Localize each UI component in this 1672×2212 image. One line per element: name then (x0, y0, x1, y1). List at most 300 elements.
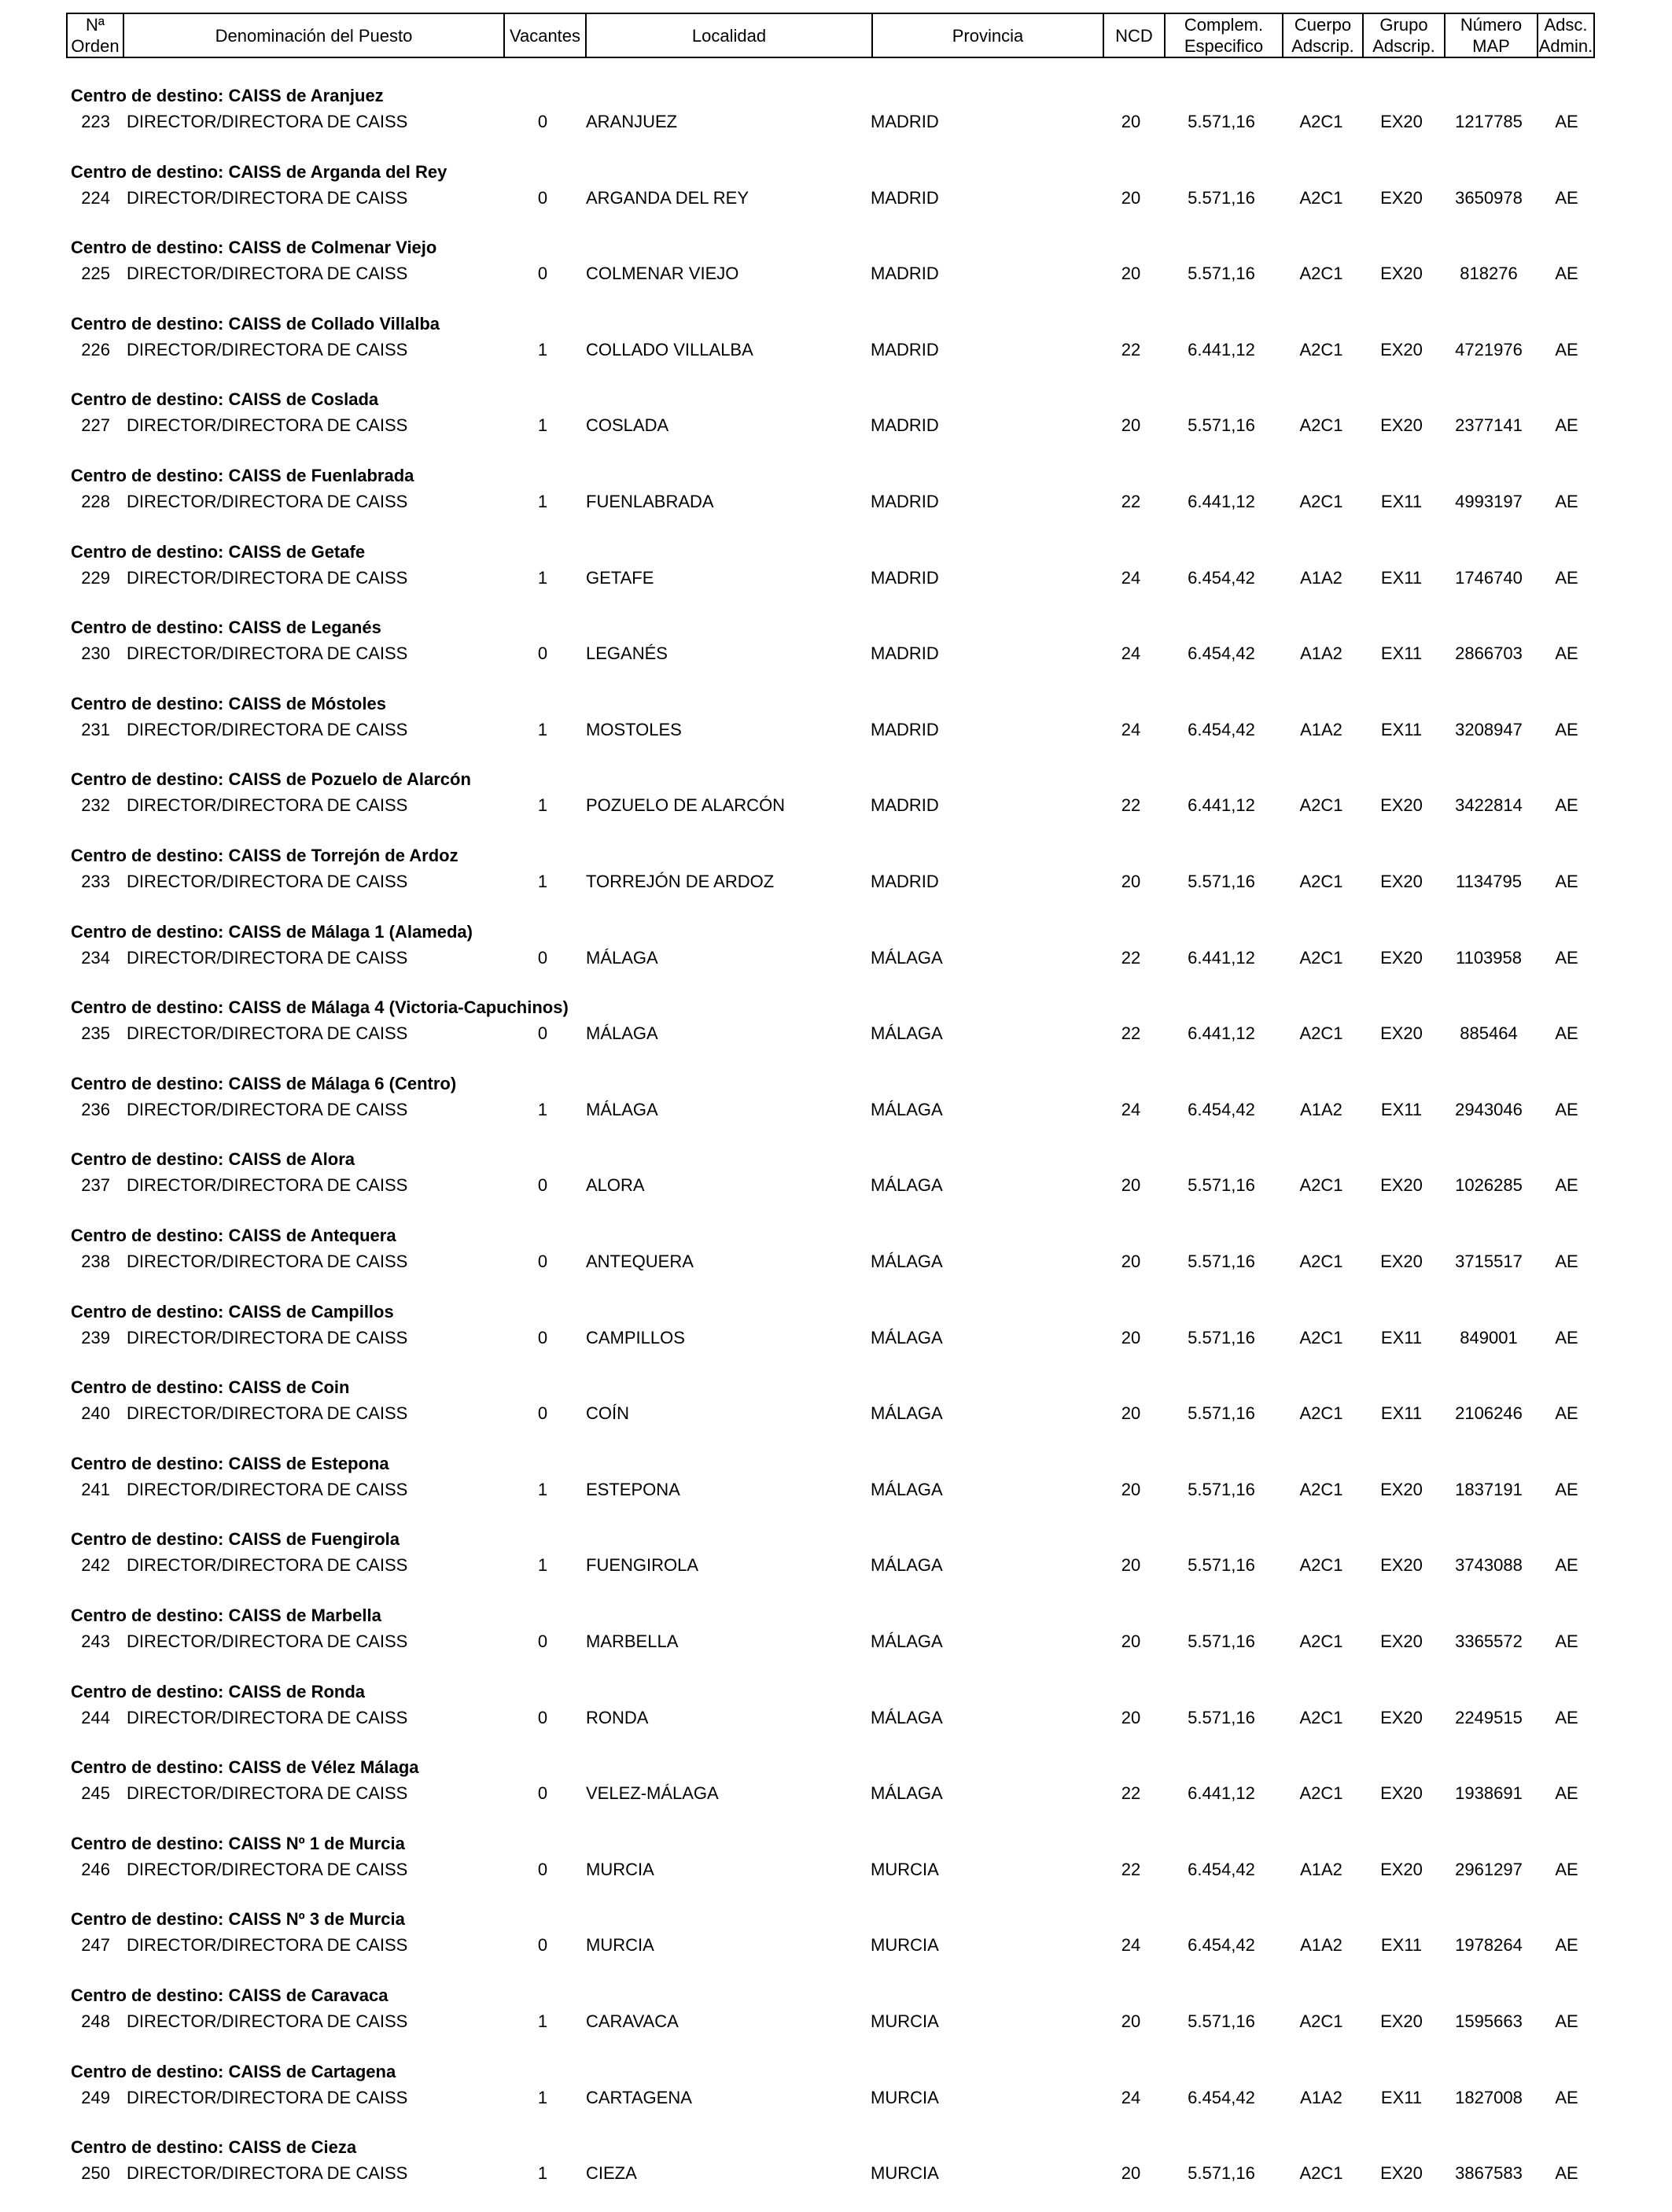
puesto-name: DIRECTOR/DIRECTORA DE CAISS (127, 1328, 408, 1347)
vacantes-count: 0 (537, 1403, 548, 1423)
vacantes-count: 0 (537, 1023, 548, 1043)
puesto-name: DIRECTOR/DIRECTORA DE CAISS (127, 415, 408, 435)
centro-destino-title: Centro de destino: CAISS de Antequera (71, 1226, 396, 1245)
complemento-especifico: 5.571,16 (1188, 1708, 1255, 1727)
numero-map: 849001 (1460, 1328, 1518, 1347)
puesto-name: DIRECTOR/DIRECTORA DE CAISS (127, 720, 408, 739)
ncd-level: 22 (1121, 1023, 1141, 1043)
vacantes-count: 0 (537, 1328, 548, 1347)
localidad-name: MÁLAGA (586, 1023, 658, 1043)
complemento-especifico: 6.441,12 (1188, 795, 1255, 815)
provincia-name: MÁLAGA (871, 1252, 943, 1271)
ncd-level: 20 (1121, 1252, 1141, 1271)
adscripcion-admin: AE (1555, 112, 1578, 131)
centro-destino-title: Centro de destino: CAISS de Ronda (71, 1682, 366, 1701)
orden-number: 234 (81, 948, 110, 968)
ncd-level: 24 (1121, 2088, 1141, 2107)
adscripcion-admin: AE (1555, 492, 1578, 511)
centro-destino-title: Centro de destino: CAISS de Málaga 4 (Victoria-Capuchinos) (71, 997, 569, 1017)
puesto-name: DIRECTOR/DIRECTORA DE CAISS (127, 2163, 408, 2183)
adscripcion-admin: AE (1555, 2088, 1578, 2107)
puesto-name: DIRECTOR/DIRECTORA DE CAISS (127, 795, 408, 815)
table-row (0, 1908, 1672, 1984)
puesto-row (0, 642, 1672, 665)
localidad-name: MÁLAGA (586, 948, 658, 968)
table-row (0, 769, 1672, 844)
vacantes-count: 1 (537, 2088, 548, 2107)
centro-destino-title: Centro de destino: CAISS de Coin (71, 1377, 350, 1397)
cuerpo-adscripcion: A2C1 (1299, 415, 1343, 435)
orden-number: 229 (81, 568, 110, 588)
provincia-name: MÁLAGA (871, 948, 943, 968)
table-row (0, 1073, 1672, 1148)
ncd-level: 20 (1121, 415, 1141, 435)
puesto-row (0, 718, 1672, 742)
complemento-especifico: 6.454,42 (1188, 643, 1255, 663)
numero-map: 1827008 (1455, 2088, 1523, 2107)
grupo-adscripcion: EX11 (1380, 643, 1423, 663)
table-row (0, 541, 1672, 617)
complemento-especifico: 6.454,42 (1188, 1935, 1255, 1955)
complemento-especifico: 5.571,16 (1188, 1403, 1255, 1423)
centro-destino-title: Centro de destino: CAISS de Pozuelo de Alarcón (71, 769, 471, 789)
centro-destino-title: Centro de destino: CAISS de Torrejón de Ardoz (71, 846, 459, 865)
complemento-especifico: 6.441,12 (1188, 1023, 1255, 1043)
localidad-name: ESTEPONA (586, 1480, 680, 1499)
vacantes-count: 0 (537, 112, 548, 131)
provincia-name: MÁLAGA (871, 1175, 943, 1195)
puesto-name: DIRECTOR/DIRECTORA DE CAISS (127, 1555, 408, 1575)
puesto-name: DIRECTOR/DIRECTORA DE CAISS (127, 492, 408, 511)
numero-map: 2866703 (1455, 643, 1523, 663)
numero-map: 3715517 (1455, 1252, 1523, 1271)
ncd-level: 20 (1121, 264, 1141, 283)
numero-map: 1746740 (1455, 568, 1523, 588)
adscripcion-admin: AE (1555, 1783, 1578, 1803)
adscripcion-admin: AE (1555, 1328, 1578, 1347)
grupo-adscripcion: EX20 (1380, 2163, 1423, 2183)
centro-destino-title: Centro de destino: CAISS de Vélez Málaga (71, 1757, 419, 1777)
complemento-especifico: 5.571,16 (1188, 1555, 1255, 1575)
table-row (0, 1833, 1672, 1908)
grupo-adscripcion: EX11 (1380, 1328, 1423, 1347)
table-row (0, 389, 1672, 464)
centro-destino-title: Centro de destino: CAISS de Coslada (71, 389, 379, 409)
orden-number: 246 (81, 1860, 110, 1879)
ncd-level: 20 (1121, 1555, 1141, 1575)
table-row (0, 1148, 1672, 1224)
centro-destino-title: Centro de destino: CAISS de Colmenar Viejo (71, 238, 437, 257)
localidad-name: ALORA (586, 1175, 645, 1195)
centro-destino-title: Centro de destino: CAISS de Málaga 1 (Alameda) (71, 922, 473, 942)
localidad-name: ARANJUEZ (586, 112, 678, 131)
header-orden: Nª Orden (68, 14, 124, 57)
adscripcion-admin: AE (1555, 1252, 1578, 1271)
header-adsc: Adsc. Admin. (1538, 15, 1593, 56)
grupo-adscripcion: EX20 (1380, 795, 1423, 815)
table-row (0, 997, 1672, 1072)
grupo-adscripcion: EX11 (1380, 1935, 1423, 1955)
localidad-name: MARBELLA (586, 1631, 679, 1651)
centro-destino-title: Centro de destino: CAISS de Campillos (71, 1302, 394, 1322)
complemento-especifico: 6.454,42 (1188, 720, 1255, 739)
cuerpo-adscripcion: A1A2 (1300, 643, 1342, 663)
ncd-level: 22 (1121, 1783, 1141, 1803)
puesto-name: DIRECTOR/DIRECTORA DE CAISS (127, 872, 408, 891)
puesto-name: DIRECTOR/DIRECTORA DE CAISS (127, 2011, 408, 2031)
adscripcion-admin: AE (1555, 568, 1578, 588)
table-row (0, 1757, 1672, 1832)
orden-number: 232 (81, 795, 110, 815)
centro-destino-title: Centro de destino: CAISS de Arganda del Rey (71, 162, 447, 182)
grupo-adscripcion: EX20 (1380, 1480, 1423, 1499)
numero-map: 2961297 (1455, 1860, 1523, 1879)
table-row (0, 237, 1672, 312)
puesto-row (0, 1554, 1672, 1577)
complemento-especifico: 5.571,16 (1188, 2011, 1255, 2031)
ncd-level: 24 (1121, 568, 1141, 588)
puesto-name: DIRECTOR/DIRECTORA DE CAISS (127, 568, 408, 588)
provincia-name: MADRID (871, 720, 939, 739)
grupo-adscripcion: EX11 (1380, 2088, 1423, 2107)
vacantes-count: 1 (537, 1555, 548, 1575)
complemento-especifico: 6.454,42 (1188, 568, 1255, 588)
table-row (0, 845, 1672, 920)
cuerpo-adscripcion: A2C1 (1299, 1328, 1343, 1347)
table-header (66, 13, 1595, 58)
table-row (0, 617, 1672, 692)
ncd-level: 22 (1121, 492, 1141, 511)
adscripcion-admin: AE (1555, 2163, 1578, 2183)
provincia-name: MADRID (871, 795, 939, 815)
puesto-name: DIRECTOR/DIRECTORA DE CAISS (127, 1783, 408, 1803)
provincia-name: MADRID (871, 643, 939, 663)
vacantes-count: 0 (537, 264, 548, 283)
grupo-adscripcion: EX20 (1380, 415, 1423, 435)
puesto-name: DIRECTOR/DIRECTORA DE CAISS (127, 1480, 408, 1499)
header-ncd: NCD (1104, 14, 1166, 57)
orden-number: 244 (81, 1708, 110, 1727)
orden-number: 231 (81, 720, 110, 739)
localidad-name: MURCIA (586, 1935, 654, 1955)
grupo-adscripcion: EX20 (1380, 1631, 1423, 1651)
puesto-name: DIRECTOR/DIRECTORA DE CAISS (127, 643, 408, 663)
provincia-name: MÁLAGA (871, 1631, 943, 1651)
orden-number: 223 (81, 112, 110, 131)
localidad-name: CARAVACA (586, 2011, 679, 2031)
vacantes-count: 1 (537, 2163, 548, 2183)
orden-number: 225 (81, 264, 110, 283)
adscripcion-admin: AE (1555, 340, 1578, 359)
puesto-name: DIRECTOR/DIRECTORA DE CAISS (127, 1252, 408, 1271)
puesto-row (0, 1326, 1672, 1350)
cuerpo-adscripcion: A2C1 (1299, 795, 1343, 815)
cuerpo-adscripcion: A2C1 (1299, 112, 1343, 131)
puesto-row (0, 110, 1672, 134)
puesto-row (0, 490, 1672, 514)
numero-map: 1217785 (1455, 112, 1523, 131)
cuerpo-adscripcion: A2C1 (1299, 1175, 1343, 1195)
provincia-name: MURCIA (871, 2163, 939, 2183)
puesto-row (0, 1934, 1672, 1957)
adscripcion-admin: AE (1555, 188, 1578, 208)
vacantes-count: 1 (537, 568, 548, 588)
grupo-adscripcion: EX20 (1380, 1708, 1423, 1727)
ncd-level: 20 (1121, 112, 1141, 131)
vacantes-count: 1 (537, 795, 548, 815)
numero-map: 1134795 (1455, 872, 1522, 891)
ncd-level: 22 (1121, 1860, 1141, 1879)
cuerpo-adscripcion: A2C1 (1299, 948, 1343, 968)
cuerpo-adscripcion: A2C1 (1299, 492, 1343, 511)
numero-map: 1026285 (1455, 1175, 1523, 1195)
provincia-name: MADRID (871, 112, 939, 131)
provincia-name: MÁLAGA (871, 1023, 943, 1043)
header-map: Número MAP (1446, 14, 1538, 57)
vacantes-count: 1 (537, 415, 548, 435)
cuerpo-adscripcion: A2C1 (1299, 1252, 1343, 1271)
puesto-name: DIRECTOR/DIRECTORA DE CAISS (127, 264, 408, 283)
puesto-row (0, 414, 1672, 437)
vacantes-count: 1 (537, 1480, 548, 1499)
complemento-especifico: 6.441,12 (1188, 340, 1255, 359)
cuerpo-adscripcion: A1A2 (1300, 1935, 1342, 1955)
numero-map: 885464 (1460, 1023, 1518, 1043)
provincia-name: MURCIA (871, 2088, 939, 2107)
centro-destino-title: Centro de destino: CAISS de Cieza (71, 2137, 357, 2157)
complemento-especifico: 5.571,16 (1188, 188, 1255, 208)
provincia-name: MÁLAGA (871, 1328, 943, 1347)
centro-destino-title: Centro de destino: CAISS de Collado Villalba (71, 314, 440, 334)
vacantes-count: 0 (537, 643, 548, 663)
table-row (0, 1301, 1672, 1377)
cuerpo-adscripcion: A2C1 (1299, 1480, 1343, 1499)
orden-number: 243 (81, 1631, 110, 1651)
vacantes-count: 0 (537, 1175, 548, 1195)
cuerpo-adscripcion: A2C1 (1299, 264, 1343, 283)
cuerpo-adscripcion: A1A2 (1300, 1100, 1342, 1119)
provincia-name: MÁLAGA (871, 1480, 943, 1499)
complemento-especifico: 6.441,12 (1188, 948, 1255, 968)
table-row (0, 1225, 1672, 1300)
puesto-name: DIRECTOR/DIRECTORA DE CAISS (127, 340, 408, 359)
grupo-adscripcion: EX20 (1380, 1023, 1423, 1043)
table-row (0, 1681, 1672, 1757)
localidad-name: COÍN (586, 1403, 629, 1423)
ncd-level: 24 (1121, 1935, 1141, 1955)
centro-destino-title: Centro de destino: CAISS de Getafe (71, 542, 366, 562)
vacantes-count: 1 (537, 720, 548, 739)
cuerpo-adscripcion: A1A2 (1300, 720, 1342, 739)
orden-number: 227 (81, 415, 110, 435)
orden-number: 236 (81, 1100, 110, 1119)
complemento-especifico: 6.441,12 (1188, 492, 1255, 511)
header-provincia: Provincia (873, 14, 1104, 57)
cuerpo-adscripcion: A2C1 (1299, 1403, 1343, 1423)
localidad-name: MURCIA (586, 1860, 654, 1879)
ncd-level: 20 (1121, 1708, 1141, 1727)
vacantes-count: 1 (537, 492, 548, 511)
header-localidad: Localidad (587, 14, 873, 57)
orden-number: 239 (81, 1328, 110, 1347)
orden-number: 249 (81, 2088, 110, 2107)
table-row (0, 161, 1672, 237)
localidad-name: TORREJÓN DE ARDOZ (586, 872, 775, 891)
table-row (0, 85, 1672, 160)
adscripcion-admin: AE (1555, 795, 1578, 815)
puesto-row (0, 946, 1672, 970)
orden-number: 241 (81, 1480, 110, 1499)
table-row (0, 1985, 1672, 2060)
puesto-name: DIRECTOR/DIRECTORA DE CAISS (127, 1631, 408, 1651)
puesto-row (0, 2086, 1672, 2110)
cuerpo-adscripcion: A2C1 (1299, 872, 1343, 891)
adscripcion-admin: AE (1555, 1555, 1578, 1575)
centro-destino-title: Centro de destino: CAISS de Estepona (71, 1454, 389, 1473)
adscripcion-admin: AE (1555, 643, 1578, 663)
table-row (0, 2136, 1672, 2212)
provincia-name: MADRID (871, 872, 939, 891)
ncd-level: 24 (1121, 1100, 1141, 1119)
cuerpo-adscripcion: A2C1 (1299, 2011, 1343, 2031)
puesto-row (0, 1782, 1672, 1805)
adscripcion-admin: AE (1555, 1403, 1578, 1423)
puesto-name: DIRECTOR/DIRECTORA DE CAISS (127, 1175, 408, 1195)
numero-map: 1595663 (1455, 2011, 1523, 2031)
numero-map: 1837191 (1455, 1480, 1523, 1499)
puesto-row (0, 1858, 1672, 1882)
puesto-row (0, 338, 1672, 362)
cuerpo-adscripcion: A2C1 (1299, 1023, 1343, 1043)
puesto-row (0, 2010, 1672, 2033)
centro-destino-title: Centro de destino: CAISS de Fuenlabrada (71, 466, 414, 485)
numero-map: 2943046 (1455, 1100, 1523, 1119)
localidad-name: COLLADO VILLALBA (586, 340, 753, 359)
orden-number: 238 (81, 1252, 110, 1271)
puesto-row (0, 186, 1672, 210)
table-row (0, 693, 1672, 769)
numero-map: 3365572 (1455, 1631, 1523, 1651)
puesto-name: DIRECTOR/DIRECTORA DE CAISS (127, 1100, 408, 1119)
complemento-especifico: 5.571,16 (1188, 872, 1255, 891)
numero-map: 3422814 (1455, 795, 1523, 815)
provincia-name: MÁLAGA (871, 1555, 943, 1575)
complemento-especifico: 5.571,16 (1188, 1480, 1255, 1499)
table-row (0, 1528, 1672, 1604)
cuerpo-adscripcion: A2C1 (1299, 1631, 1343, 1651)
complemento-especifico: 6.454,42 (1188, 1860, 1255, 1879)
puesto-row (0, 1022, 1672, 1045)
localidad-name: FUENLABRADA (586, 492, 714, 511)
grupo-adscripcion: EX11 (1380, 1403, 1423, 1423)
provincia-name: MURCIA (871, 1860, 939, 1879)
adscripcion-admin: AE (1555, 1935, 1578, 1955)
centro-destino-title: Centro de destino: CAISS de Caravaca (71, 1985, 389, 2005)
vacantes-count: 0 (537, 188, 548, 208)
adscripcion-admin: AE (1555, 415, 1578, 435)
puesto-row (0, 870, 1672, 894)
table-row (0, 1377, 1672, 1452)
orden-number: 248 (81, 2011, 110, 2031)
provincia-name: MÁLAGA (871, 1100, 943, 1119)
adscripcion-admin: AE (1555, 1708, 1578, 1727)
complemento-especifico: 6.454,42 (1188, 1100, 1255, 1119)
ncd-level: 22 (1121, 795, 1141, 815)
header-complem: Complem. Especifico (1166, 14, 1283, 57)
numero-map: 2377141 (1455, 415, 1523, 435)
ncd-level: 20 (1121, 1328, 1141, 1347)
puesto-name: DIRECTOR/DIRECTORA DE CAISS (127, 948, 408, 968)
cuerpo-adscripcion: A2C1 (1299, 2163, 1343, 2183)
table-row (0, 313, 1672, 389)
grupo-adscripcion: EX11 (1380, 492, 1423, 511)
puesto-row (0, 2162, 1672, 2185)
provincia-name: MADRID (871, 568, 939, 588)
table-row (0, 1453, 1672, 1528)
numero-map: 1938691 (1455, 1783, 1523, 1803)
puesto-name: DIRECTOR/DIRECTORA DE CAISS (127, 188, 408, 208)
puesto-row (0, 1174, 1672, 1197)
complemento-especifico: 5.571,16 (1188, 1252, 1255, 1271)
grupo-adscripcion: EX20 (1380, 1175, 1423, 1195)
localidad-name: ANTEQUERA (586, 1252, 694, 1271)
adscripcion-admin: AE (1555, 720, 1578, 739)
adscripcion-admin: AE (1555, 872, 1578, 891)
table-row (0, 465, 1672, 540)
vacantes-count: 0 (537, 1783, 548, 1803)
ncd-level: 20 (1121, 2163, 1141, 2183)
adscripcion-admin: AE (1555, 948, 1578, 968)
provincia-name: MADRID (871, 340, 939, 359)
ncd-level: 20 (1121, 1175, 1141, 1195)
orden-number: 237 (81, 1175, 110, 1195)
grupo-adscripcion: EX20 (1380, 1252, 1423, 1271)
provincia-name: MADRID (871, 188, 939, 208)
centro-destino-title: Centro de destino: CAISS de Málaga 6 (Centro) (71, 1074, 457, 1093)
vacantes-count: 0 (537, 1708, 548, 1727)
orden-number: 224 (81, 188, 110, 208)
cuerpo-adscripcion: A2C1 (1299, 188, 1343, 208)
header-vacantes: Vacantes (505, 14, 587, 57)
localidad-name: CARTAGENA (586, 2088, 692, 2107)
centro-destino-title: Centro de destino: CAISS de Móstoles (71, 694, 386, 713)
grupo-adscripcion: EX20 (1380, 340, 1423, 359)
puesto-row (0, 1478, 1672, 1502)
numero-map: 4993197 (1455, 492, 1523, 511)
grupo-adscripcion: EX11 (1380, 720, 1423, 739)
numero-map: 3650978 (1455, 188, 1523, 208)
orden-number: 228 (81, 492, 110, 511)
localidad-name: VELEZ-MÁLAGA (586, 1783, 719, 1803)
orden-number: 247 (81, 1935, 110, 1955)
puesto-name: DIRECTOR/DIRECTORA DE CAISS (127, 1023, 408, 1043)
header-grupo: Grupo Adscrip. (1364, 14, 1446, 57)
ncd-level: 22 (1121, 948, 1141, 968)
provincia-name: MADRID (871, 264, 939, 283)
vacantes-count: 0 (537, 1935, 548, 1955)
localidad-name: FUENGIROLA (586, 1555, 699, 1575)
provincia-name: MURCIA (871, 1935, 939, 1955)
adscripcion-admin: AE (1555, 1023, 1578, 1043)
orden-number: 235 (81, 1023, 110, 1043)
complemento-especifico: 5.571,16 (1188, 264, 1255, 283)
puesto-name: DIRECTOR/DIRECTORA DE CAISS (127, 1403, 408, 1423)
grupo-adscripcion: EX20 (1380, 188, 1423, 208)
grupo-adscripcion: EX20 (1380, 1783, 1423, 1803)
vacantes-count: 1 (537, 2011, 548, 2031)
provincia-name: MÁLAGA (871, 1403, 943, 1423)
complemento-especifico: 5.571,16 (1188, 112, 1255, 131)
